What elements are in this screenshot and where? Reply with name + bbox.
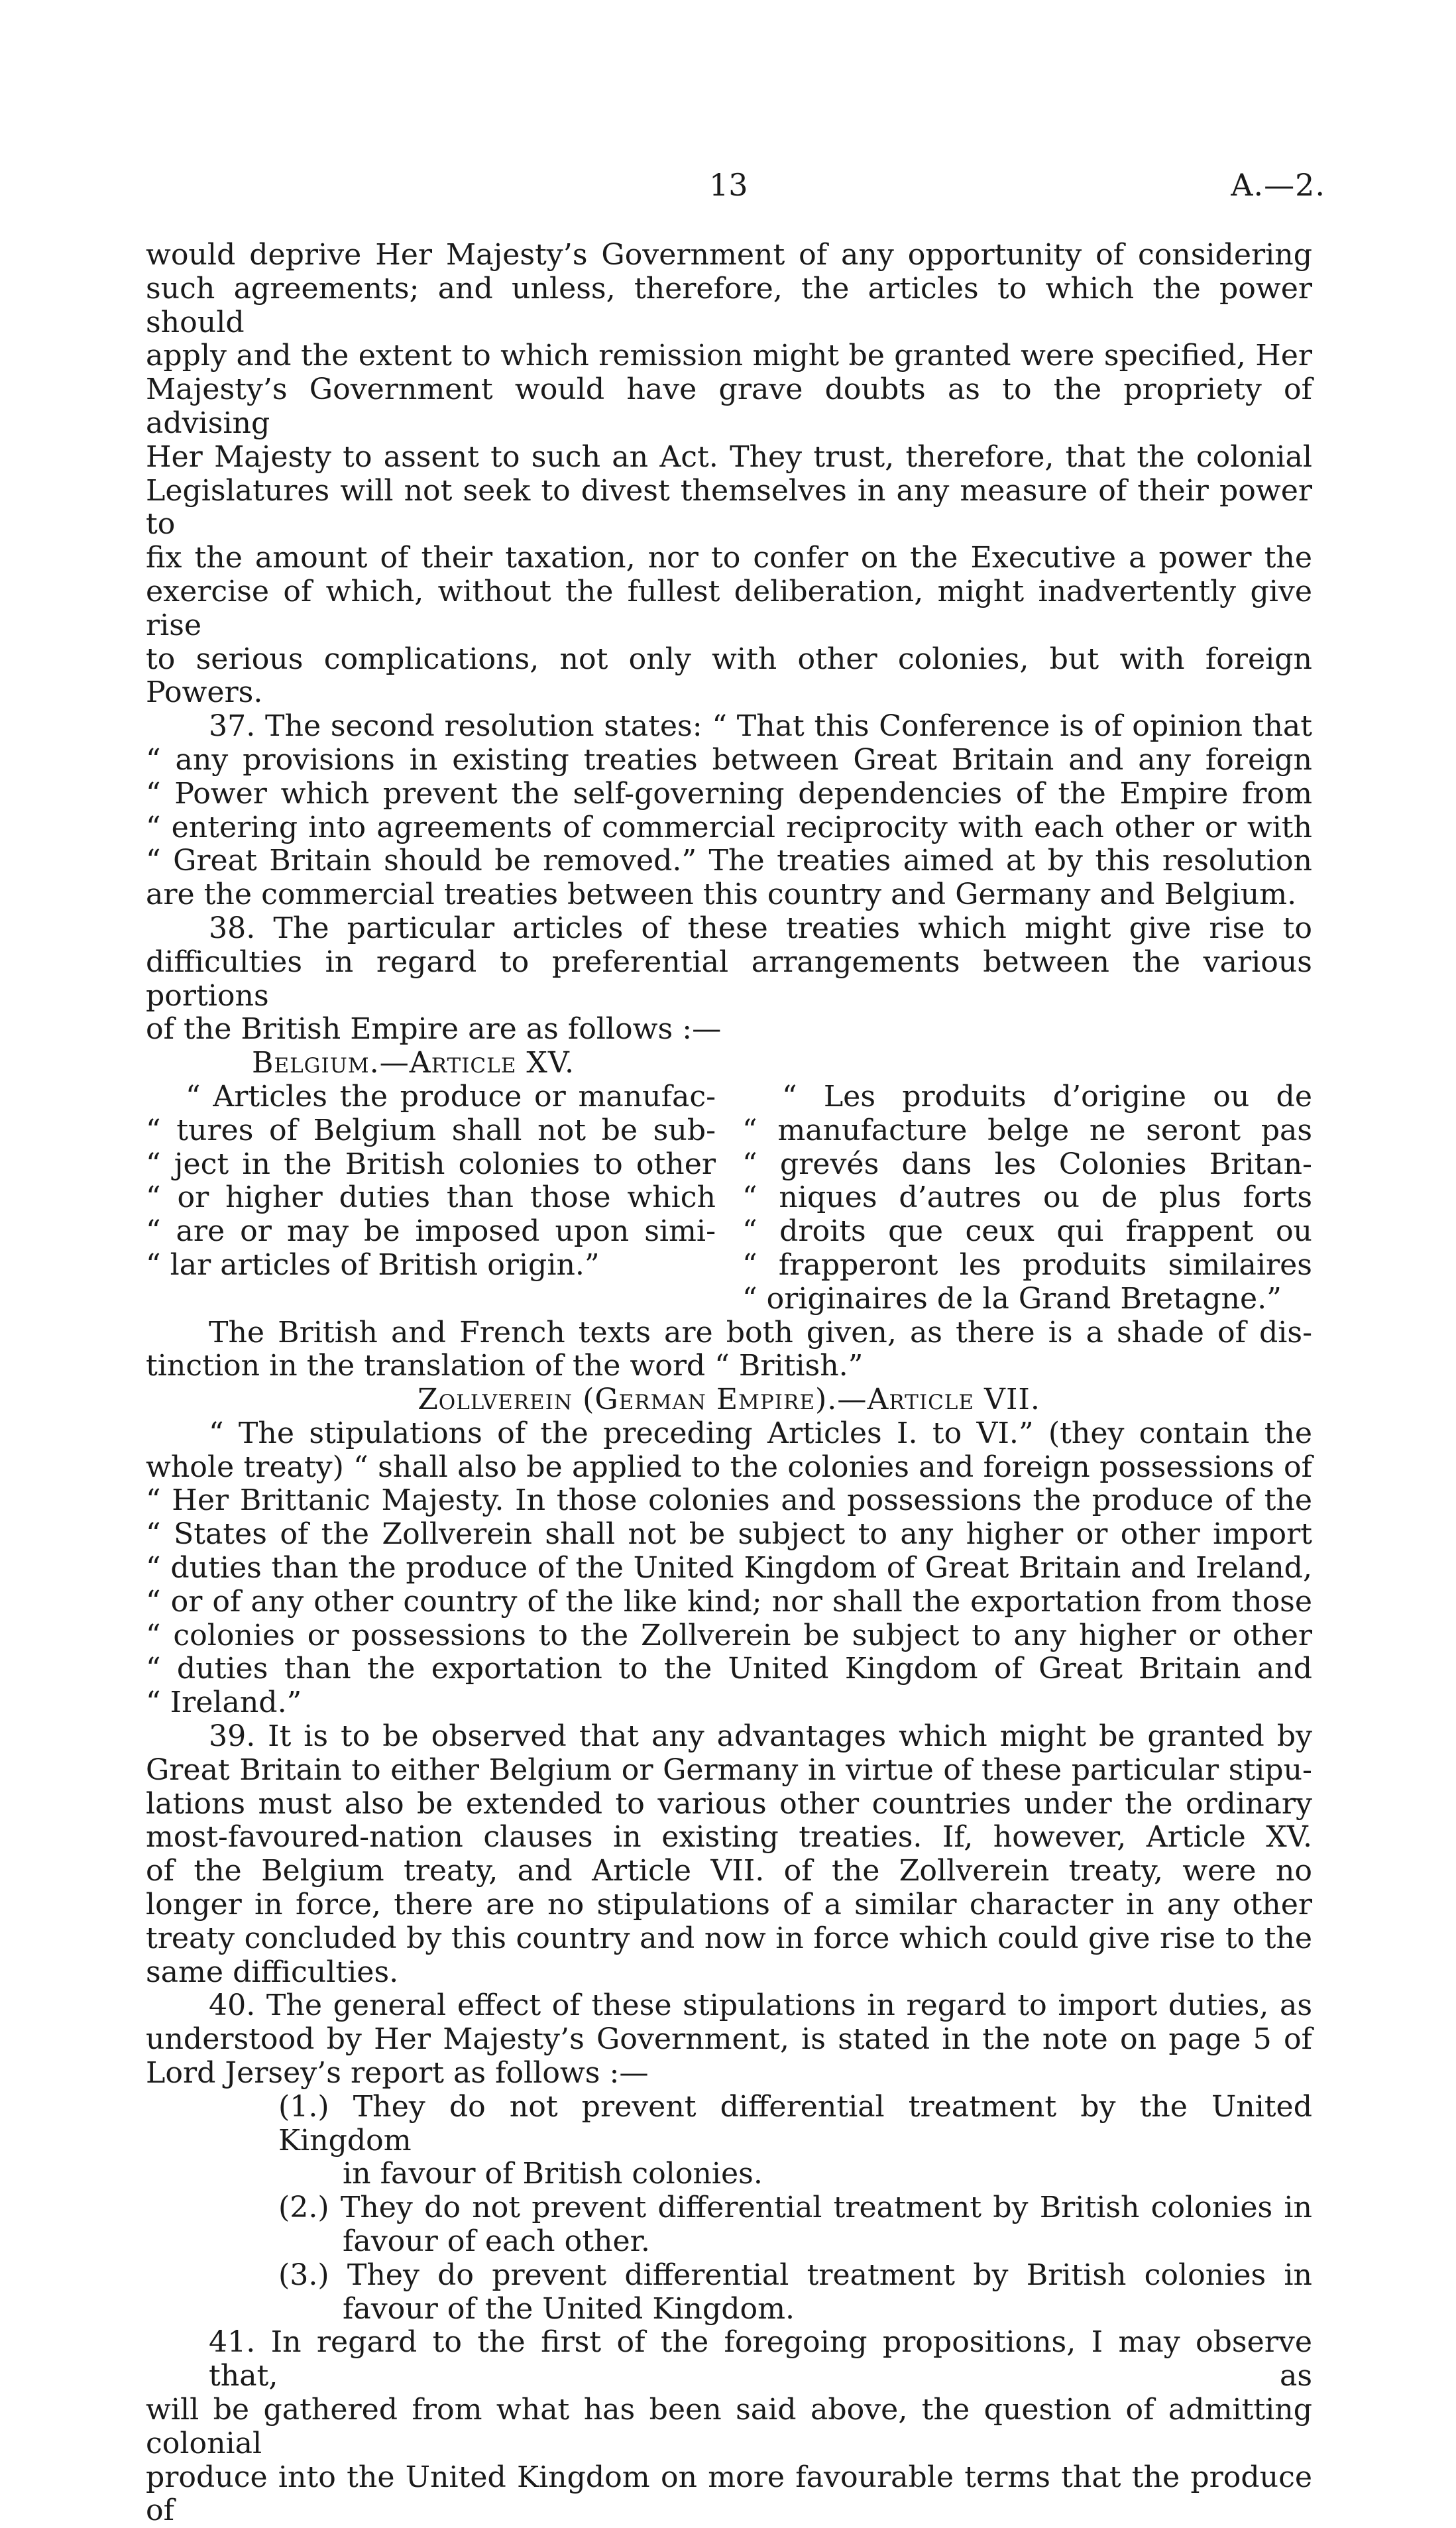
text-line: most-favoured-nation clauses in existing treaties. If, however, Article XV. [146,1820,1312,1855]
text-line: “ droits que ceux qui frappent ou [742,1214,1312,1249]
text-line: whole treaty) “ shall also be applied to the colonies and foreign possessions of [146,1450,1312,1484]
paragraph-38 [146,912,1312,1047]
text-line: exercise of which, without the fullest deliberation, might inadvertently give rise [146,574,1312,642]
text-line: 41. In regard to the first of the foregoing propositions, I may observe that, as [209,2325,1312,2393]
text-line: “ frapperont les produits similaires [742,1247,1312,1282]
text-line: treaty concluded by this country and now in force which could give rise to the [146,1921,1312,1955]
text-line: will be gathered from what has been said above, the question of admitting colonial [146,2393,1312,2460]
text-line: of the British Empire are as follows :— [146,1012,722,1047]
text-line: “ are or may be imposed upon simi- [146,1214,716,1249]
paragraph-40 [146,1989,1312,2090]
list-item-line: (2.) They do not prevent differential treatment by British colonies in [278,2191,1312,2225]
document-reference: A.—2. [1231,167,1325,203]
text-line: “ or of any other country of the like kind; nor shall the exportation from those [146,1584,1312,1619]
text-line: “ Her Brittanic Majesty. In those colonies and possessions the produce of the [146,1483,1312,1518]
text-line: Lord Jersey’s report as follows :— [146,2056,649,2091]
list-item [146,2191,1312,2259]
text-line: produce into the United Kingdom on more favourable terms that the produce of [146,2460,1312,2528]
text-line: “ Ireland.” [146,1686,302,1720]
text-line: “ or higher duties than those which [146,1180,716,1215]
paragraph-41 [146,2326,1312,2528]
text-line: longer in force, there are no stipulations of a similar character in any other [146,1888,1312,1922]
text-line: “ grevés dans les Colonies Britan- [742,1147,1312,1181]
text-line: “ tures of Belgium shall not be sub- [146,1113,716,1147]
text-line: 37. The second resolution states: “ That this Conference is of opinion that [209,709,1312,744]
paragraph-37 [146,710,1312,912]
list-item-line: (1.) They do not prevent differential treatment by the United Kingdom [278,2089,1312,2157]
list-item [146,2091,1312,2191]
text-line: Her Majesty to assent to such an Act. They trust, therefore, that the colonial [146,439,1312,474]
list-item-line: favour of each other. [343,2224,650,2259]
effects-list [146,2091,1312,2327]
list-item [146,2259,1312,2327]
text-line: “ duties than the produce of the United Kingdom of Great Britain and Ireland, [146,1551,1312,1585]
zollverein-article-text [146,1417,1312,1720]
belgium-french-text [742,1080,1312,1316]
text-line: 39. It is to be observed that any advantages which might be granted by [209,1719,1312,1754]
page-header [0,167,1456,207]
text-line: fix the amount of their taxation, nor to confer on the Executive a power the [146,541,1312,575]
text-line: to serious complications, not only with other colonies, but with foreign Powers. [146,642,1312,710]
text-line: 40. The general effect of these stipulations in regard to import duties, as [209,1988,1312,2023]
text-line: understood by Her Majesty’s Government, is stated in the note on page 5 of [146,2022,1312,2057]
text-line: apply and the extent to which remission might be granted were specified, Her [146,339,1312,373]
page-number: 13 [709,167,748,203]
text-line: “ ject in the British colonies to other [146,1147,716,1181]
paragraph-39 [146,1720,1312,1989]
text-line: “ The stipulations of the preceding Articles I. to VI.” (they contain the [209,1416,1312,1450]
text-line: “ Les produits d’origine ou de [782,1079,1312,1114]
list-item-line: favour of the United Kingdom. [343,2291,795,2326]
text-line: “ entering into agreements of commercial reciprocity with each other or with [146,810,1312,844]
text-line: tinction in the translation of the word “ British.” [146,1349,864,1383]
text-line: “ manufacture belge ne seront pas [742,1113,1312,1147]
text-line: would deprive Her Majesty’s Government of any opportunity of considering [146,238,1312,272]
text-line: are the commercial treaties between this country and Germany and Belgium. [146,878,1297,912]
list-item-line: (3.) They do prevent differential treatment by British colonies in [278,2258,1312,2292]
text-line: Legislatures will not seek to divest themselves in any measure of their power to [146,473,1312,542]
belgium-english-text [146,1080,716,1316]
translation-note [146,1316,1312,1384]
belgium-article-columns [146,1080,1312,1316]
text-line: such agreements; and unless, therefore, the articles to which the power should [146,271,1312,339]
text-line: of the Belgium treaty, and Article VII. of the Zollverein treaty, were no [146,1854,1312,1888]
text-line: “ States of the Zollverein shall not be subject to any higher or other import [146,1517,1312,1552]
list-item-line: in favour of British colonies. [343,2157,763,2191]
text-line: “ lar articles of British origin.” [146,1247,600,1282]
text-line: difficulties in regard to preferential arrangements between the various portions [146,945,1312,1013]
page-body [146,239,1312,2528]
paragraph-continuation [146,239,1312,710]
zollverein-article-heading: Zollverein (German Empire).—Article VII. [418,1383,1040,1417]
text-line: 38. The particular articles of these treaties which might give rise to [209,911,1312,945]
text-line: The British and French texts are both given, as there is a shade of dis- [209,1315,1312,1350]
text-line: Majesty’s Government would have grave doubts as to the propriety of advising [146,373,1312,440]
text-line: same difficulties. [146,1955,399,1989]
text-line: “ any provisions in existing treaties between Great Britain and any foreign [146,742,1312,777]
text-line: “ Power which prevent the self-governing dependencies of the Empire from [146,776,1312,811]
text-line: “ originaires de la Grand Bretagne.” [742,1281,1282,1316]
text-line: Great Britain to either Belgium or Germany in virtue of these particular stipu- [146,1752,1312,1787]
text-line: “ Great Britain should be removed.” The treaties aimed at by this resolution [146,844,1312,878]
text-line: “ niques d’autres ou de plus forts [742,1180,1312,1215]
text-line: “ colonies or possessions to the Zollverein be subject to any higher or other [146,1618,1312,1652]
text-line: “ duties than the exportation to the United Kingdom of Great Britain and [146,1652,1312,1686]
text-line: “ Articles the produce or manufac- [186,1079,716,1114]
belgium-article-heading: Belgium.—Article XV. [252,1046,575,1080]
text-line: lations must also be extended to various other countries under the ordinary [146,1786,1312,1821]
